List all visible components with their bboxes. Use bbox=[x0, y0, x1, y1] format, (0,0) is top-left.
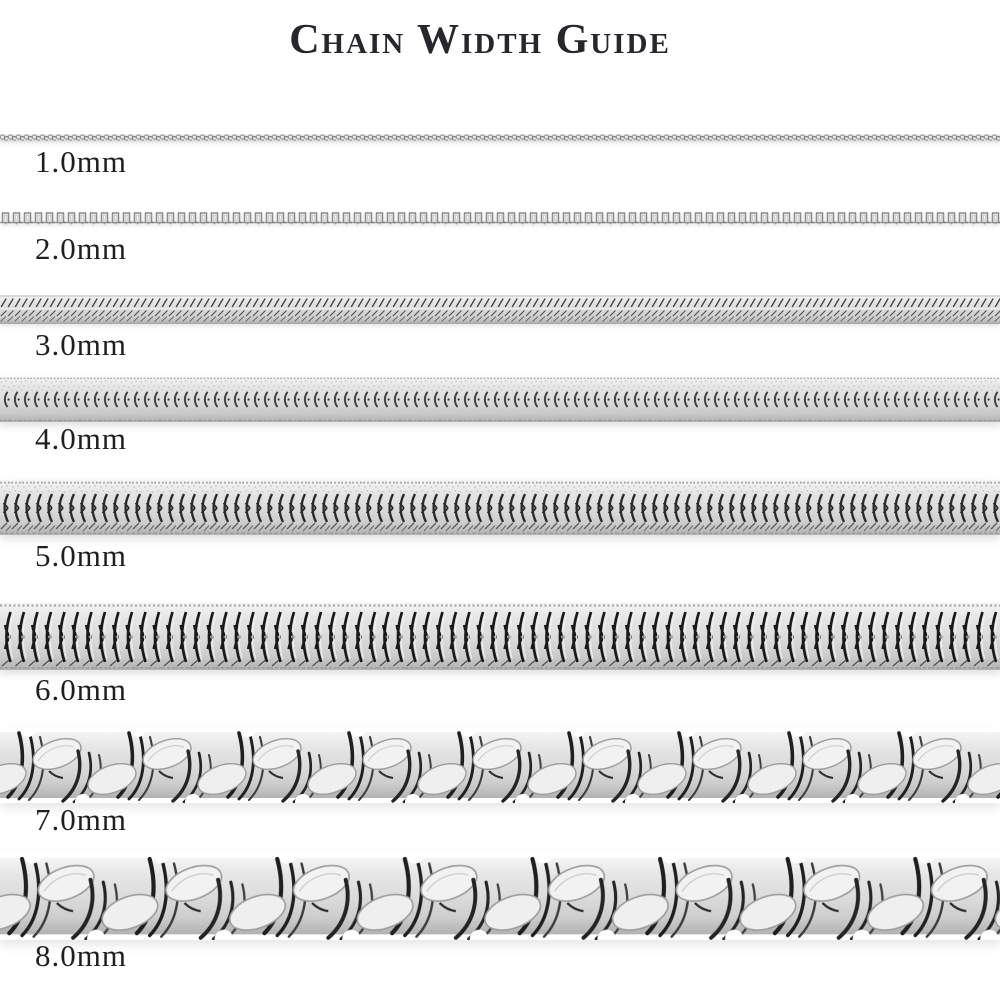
chain-width-label: 8.0mm bbox=[35, 938, 127, 973]
chain-image-2mm bbox=[0, 209, 1000, 227]
chain-image-4mm bbox=[0, 377, 1000, 422]
chain-image-5mm bbox=[0, 480, 1000, 535]
chain-width-label: 7.0mm bbox=[35, 802, 127, 837]
chain-width-label: 1.0mm bbox=[35, 144, 127, 179]
page-title: Chain Width Guide bbox=[289, 17, 671, 63]
chain-width-label: 6.0mm bbox=[35, 672, 127, 707]
chain-width-label: 4.0mm bbox=[35, 421, 127, 456]
chain-image-6mm bbox=[0, 603, 1000, 670]
chain-width-label: 5.0mm bbox=[35, 538, 127, 573]
chain-width-label: 2.0mm bbox=[35, 231, 127, 266]
chain-image-1mm bbox=[0, 132, 1000, 143]
chain-image-3mm bbox=[0, 295, 1000, 324]
chain-width-label: 3.0mm bbox=[35, 327, 127, 362]
chain-image-7mm bbox=[0, 727, 1000, 803]
chain-image-8mm bbox=[0, 852, 1000, 940]
